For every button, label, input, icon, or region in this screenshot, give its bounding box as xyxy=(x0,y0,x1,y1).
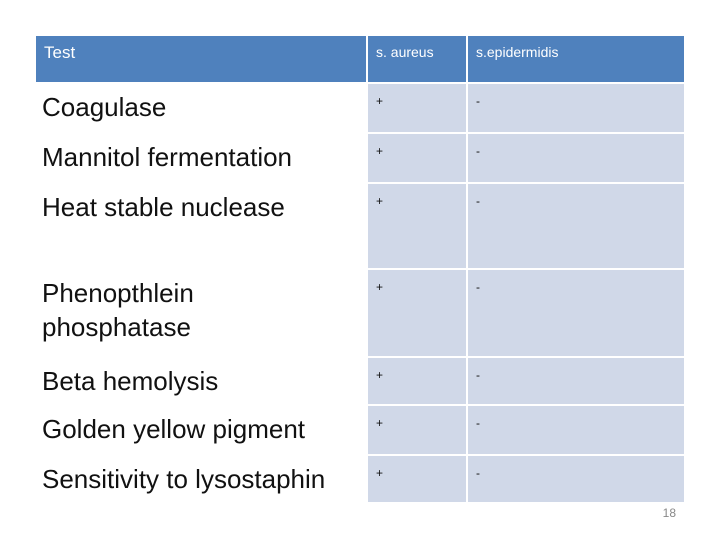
aureus-result: + xyxy=(368,406,466,454)
slide-number: 18 xyxy=(662,506,676,520)
epidermidis-result: - xyxy=(468,456,684,502)
epidermidis-result: - xyxy=(468,270,684,356)
epidermidis-result: - xyxy=(468,358,684,404)
table-header-row xyxy=(36,36,684,82)
aureus-result: + xyxy=(368,184,466,268)
header-s-aureus: s. aureus xyxy=(368,36,466,82)
table-row xyxy=(36,270,684,356)
table-row xyxy=(36,358,684,404)
test-name: Mannitol fermentation xyxy=(42,142,293,172)
aureus-result: + xyxy=(368,84,466,132)
aureus-result: + xyxy=(368,270,466,356)
test-name: Heat stable nuclease xyxy=(42,192,285,222)
header-test: Test xyxy=(36,36,366,82)
epidermidis-result: - xyxy=(468,406,684,454)
aureus-result: + xyxy=(368,358,466,404)
table-row xyxy=(36,84,684,132)
table-row xyxy=(36,134,684,182)
epidermidis-result: - xyxy=(468,184,684,268)
table-row xyxy=(36,184,684,268)
test-name: Beta hemolysis xyxy=(42,366,219,396)
test-name: Coagulase xyxy=(42,92,167,122)
epidermidis-result: - xyxy=(468,134,684,182)
header-s-epidermidis: s.epidermidis xyxy=(468,36,684,82)
table-row xyxy=(36,456,684,502)
test-name: Sensitivity to lysostaphin xyxy=(42,464,326,494)
test-name: Phenopthlein phosphatase xyxy=(42,278,194,342)
aureus-result: + xyxy=(368,456,466,502)
aureus-result: + xyxy=(368,134,466,182)
table-row xyxy=(36,406,684,454)
test-name: Golden yellow pigment xyxy=(42,414,306,444)
epidermidis-result: - xyxy=(468,84,684,132)
